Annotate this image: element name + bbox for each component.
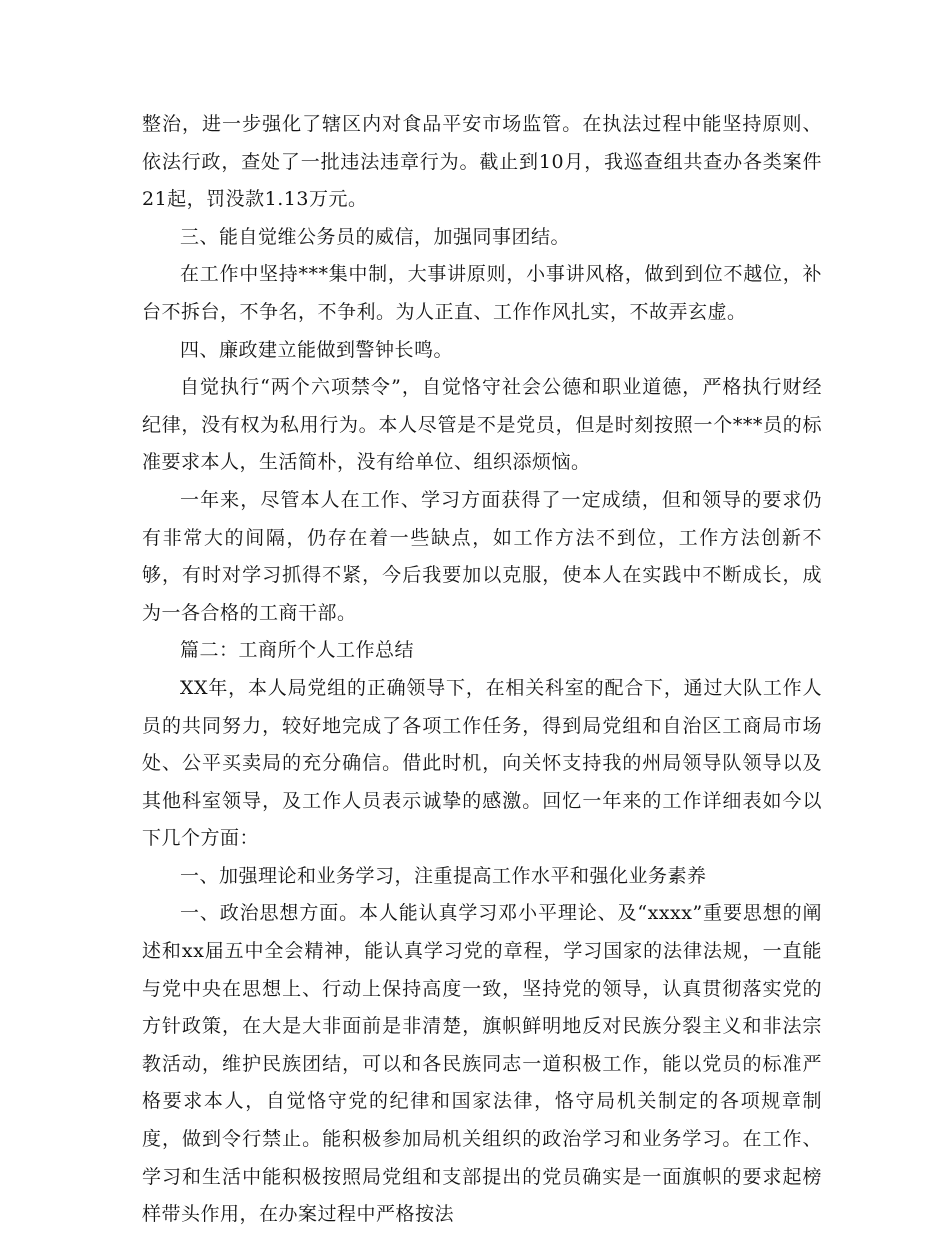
- paragraph-9: 一、加强理论和业务学习，注重提高工作水平和强化业务素养: [180, 864, 707, 887]
- document-body: [142, 106, 822, 1234]
- paragraph-6: 一年来，尽管本人在工作、学习方面获得了一定成绩，但和领导的要求仍有非常大的间隔，仍存在着一些缺点，如工作方法不到位，工作方法创新不够，有时对学习抓得不紧，今后我要加以克服，使本人在实践中不断成长，成为一各合格的工商干部。: [142, 488, 822, 624]
- paragraph-2: 三、能自觉维公务员的威信，加强同事团结。: [180, 225, 571, 248]
- paragraph-1: 整治，进一步强化了辖区内对食品平安市场监管。在执法过程中能坚持原则、依法行政，查处了一批违法违章行为。截止到10月，我巡查组共查办各类案件21起，罚没款1.13万元。: [142, 113, 822, 211]
- paragraph-4: 四、廉政建立能做到警钟长鸣。: [180, 338, 454, 361]
- paragraph-3: 在工作中坚持***集中制，大事讲原则，小事讲风格，做到到位不越位，补台不拆台，不争名，不争利。为人正直、工作作风扎实，不故弄玄虚。: [142, 263, 822, 323]
- paragraph-8: XX年，本人局党组的正确领导下，在相关科室的配合下，通过大队工作人员的共同努力，较好地完成了各项工作任务，得到局党组和自治区工商局市场处、公平买卖局的充分确信。借此时机，向关怀支持我的州局领导队领导以及其他科室领导，及工作人员表示诚挚的感激。回忆一年来的工作详细表如今以下几个方面：: [142, 676, 822, 850]
- paragraph-10: 一、政治思想方面。本人能认真学习邓小平理论、及“xxxx”重要思想的阐述和xx届五中全会精神，能认真学习党的章程，学习国家的法律法规，一直能与党中央在思想上、行动上保持高度一致，坚持党的领导，认真贯彻落实党的方针政策，在大是大非面前是非清楚，旗帜鲜明地反对民族分裂主义和非法宗教活动，维护民族团结，可以和各民族同志一道积极工作，能以党员的标准严格要求本人，自觉恪守党的纪律和国家法律，恪守局机关制定的各项规章制度，做到令行禁止。能积极参加局机关组织的政治学习和业务学习。在工作、学习和生活中能积极按照局党组和支部提出的党员确实是一面旗帜的要求起榜样带头作用，在办案过程中严格按法: [142, 902, 822, 1226]
- paragraph-5: 自觉执行“两个六项禁令”，自觉恪守社会公德和职业道德，严格执行财经纪律，没有权为私用行为。本人尽管是不是党员，但是时刻按照一个***员的标准要求本人，生活简朴，没有给单位、组织添烦恼。: [142, 376, 822, 474]
- section-heading: 篇二：工商所个人工作总结: [180, 639, 415, 662]
